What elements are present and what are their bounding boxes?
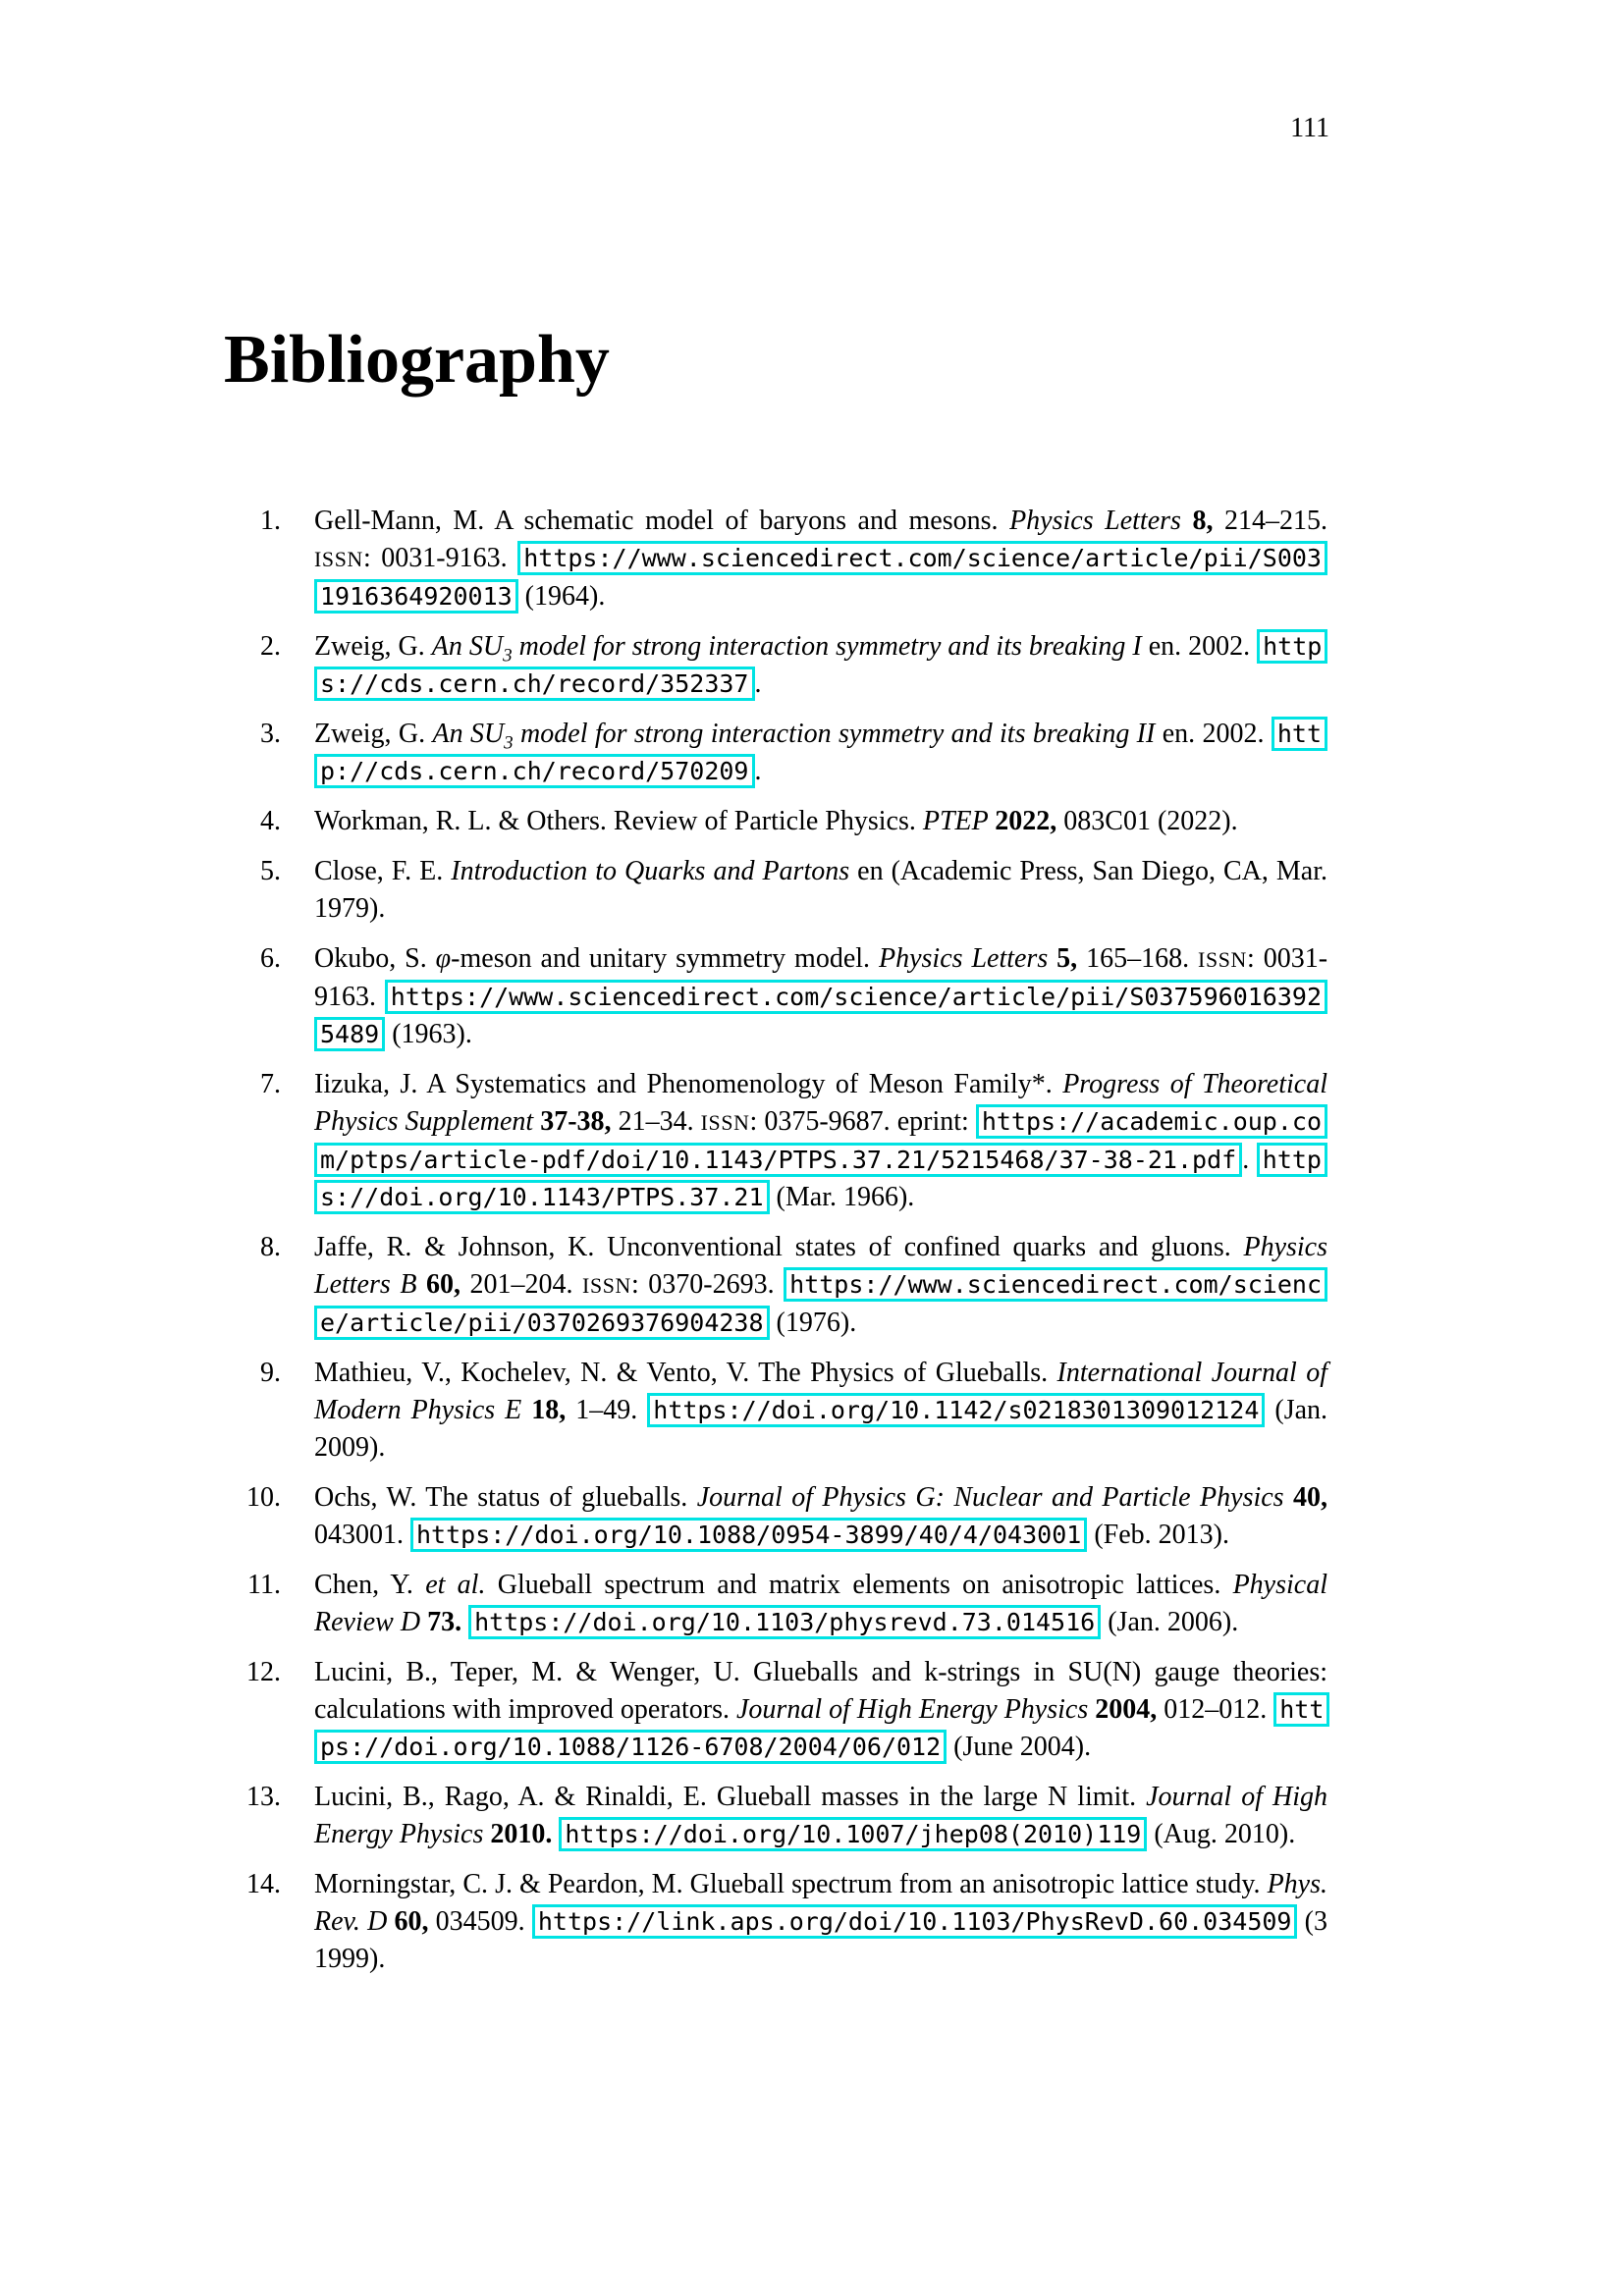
reference-segment: 012–012. [1164, 1694, 1274, 1725]
reference-segment: Zweig, G. [314, 631, 432, 662]
reference-segment: Journal of High Energy Physics [736, 1694, 1096, 1725]
reference-segment: 5, [1056, 943, 1087, 974]
reference-item [260, 628, 1327, 703]
reference-segment: PTEP [922, 806, 996, 836]
reference-segment: Jaffe, R. & Johnson, K. Unconventional states of confined quarks and gluons. [314, 1232, 1244, 1262]
reference-segment: en (Academic Press, San Diego, CA, Mar. 1979). [314, 856, 1328, 924]
reference-text [314, 1482, 1327, 1550]
chapter-title: Bibliography [224, 322, 610, 398]
reference-list [226, 503, 1327, 1991]
reference-segment: 73. [427, 1607, 469, 1637]
reference-segment: (Jan. 2006). [1101, 1607, 1239, 1637]
reference-segment: Workman, R. L. & Others. Review of Particle Physics. [314, 806, 923, 836]
reference-link[interactable]: https://doi.org/10.1088/0954-3899/40/4/043001 [410, 1518, 1087, 1552]
reference-segment: Zweig, G. [314, 719, 433, 749]
reference-number: 9. [260, 1358, 281, 1388]
reference-segment: φ [435, 943, 452, 974]
reference-text [314, 1358, 1327, 1463]
reference-item [260, 803, 1327, 840]
reference-segment: Lucini, B., Teper, M. & Wenger, U. Glueballs and k-strings in SU(N) gauge theories: calculations with improved operators. [314, 1657, 1327, 1725]
reference-segment: 8, [1192, 506, 1225, 536]
reference-segment: (1963). [385, 1019, 472, 1049]
reference-segment: . [754, 668, 762, 699]
reference-number: 13. [246, 1782, 281, 1812]
reference-segment: (3 1999). [314, 1906, 1327, 1974]
reference-segment: Mathieu, V., Kochelev, N. & Vento, V. The Physics of Glueballs. [314, 1358, 1057, 1388]
reference-segment: ISSN [314, 548, 363, 571]
reference-segment: ISSN [700, 1111, 750, 1135]
reference-segment: Introduction to Quarks and Partons [451, 856, 858, 886]
reference-segment: 214–215. [1224, 506, 1328, 536]
reference-segment: Gell-Mann, M. A schematic model of baryons and mesons. [314, 506, 1010, 536]
reference-item [247, 1567, 1327, 1641]
reference-number: 3. [260, 719, 281, 749]
reference-number: 7. [260, 1069, 281, 1099]
reference-segment: 201–204. [469, 1269, 583, 1300]
reference-segment: (Jan. 2009). [314, 1395, 1328, 1463]
reference-segment: (1964). [517, 581, 606, 612]
reference-segment: model for strong interaction symmetry and its breaking I [512, 631, 1149, 662]
reference-link[interactable]: https://doi.org/10.1142/s0218301309012124 [647, 1393, 1265, 1427]
reference-item [260, 503, 1328, 615]
reference-segment: (June 2004). [947, 1732, 1092, 1762]
reference-segment: : 0031-9163. [362, 543, 518, 573]
reference-segment: Glueball spectrum and matrix elements on anisotropic lattices. [497, 1570, 1233, 1600]
reference-segment: . [754, 756, 762, 786]
reference-segment: (Feb. 2013). [1087, 1520, 1229, 1550]
reference-segment: Phys. Rev. D [314, 1869, 1327, 1937]
reference-segment: (Mar. 1966). [769, 1182, 915, 1212]
reference-text [314, 1657, 1329, 1762]
reference-segment: 1–49. [575, 1395, 648, 1425]
reference-segment: 18, [531, 1395, 576, 1425]
reference-number: 8. [260, 1232, 281, 1262]
reference-segment: Physics Letters [878, 943, 1057, 974]
reference-number: 5. [260, 856, 281, 886]
reference-number: 1. [260, 506, 281, 536]
reference-text [314, 1869, 1327, 1974]
reference-text [314, 856, 1327, 924]
reference-number: 10. [246, 1482, 281, 1513]
reference-item [246, 1479, 1327, 1554]
reference-segment: ISSN [582, 1274, 631, 1298]
reference-segment: (Aug. 2010). [1147, 1819, 1296, 1849]
reference-segment: 60, [425, 1269, 470, 1300]
reference-segment: Journal of Physics G: Nuclear and Particle Physics [696, 1482, 1293, 1513]
reference-link[interactable]: https://doi.org/10.1007/jhep08(2010)119 [559, 1817, 1147, 1851]
reference-segment: Physical Review D [314, 1570, 1327, 1637]
reference-segment: : 0375-9687. eprint: [749, 1106, 976, 1137]
reference-link[interactable]: https://doi.org/10.1103/physrevd.73.014516 [468, 1605, 1101, 1639]
reference-segment: Okubo, S. [314, 943, 436, 974]
reference-segment: en. 2002. [1148, 631, 1258, 662]
reference-segment: 2010. [490, 1819, 560, 1849]
reference-segment: model for strong interaction symmetry and its breaking II [513, 719, 1163, 749]
reference-segment: 2022, [995, 806, 1064, 836]
reference-segment: : 0370-2693. [630, 1269, 785, 1300]
reference-segment: Physics Letters B [314, 1232, 1327, 1300]
reference-item [246, 1654, 1327, 1766]
reference-number: 2. [260, 631, 281, 662]
reference-segment: Lucini, B., Rago, A. & Rinaldi, E. Glueball masses in the large N limit. [314, 1782, 1147, 1812]
page-number: 111 [1290, 113, 1329, 143]
reference-number: 11. [247, 1570, 281, 1600]
reference-number: 12. [246, 1657, 281, 1687]
reference-item [260, 716, 1327, 790]
reference-segment: 2004, [1095, 1694, 1164, 1725]
reference-item [260, 1355, 1328, 1467]
reference-link[interactable]: https://www.sciencedirect.com/science/article/pii/S0375960163925489 [314, 980, 1327, 1051]
reference-segment: International Journal of Modern Physics E [314, 1358, 1327, 1425]
reference-segment: 60, [394, 1906, 436, 1937]
reference-text [314, 631, 1327, 699]
reference-segment: 3 [504, 732, 514, 754]
reference-link[interactable]: https://academic.oup.com/ptps/article-pdf/doi/10.1143/PTPS.37.21/5215468/37-38-21.pdf [314, 1104, 1327, 1177]
reference-link[interactable]: https://doi.org/10.1143/PTPS.37.21 [314, 1143, 1327, 1214]
reference-text [314, 719, 1327, 786]
reference-segment: 165–168. [1086, 943, 1199, 974]
reference-item [260, 1229, 1327, 1342]
reference-text [314, 1232, 1327, 1338]
reference-text [314, 1570, 1327, 1637]
reference-text [314, 1069, 1327, 1212]
reference-number: 4. [260, 806, 281, 836]
reference-number: 14. [246, 1869, 281, 1899]
reference-segment: Chen, Y. [314, 1570, 426, 1600]
reference-segment: : 0031-9163. [314, 943, 1328, 1012]
reference-link[interactable]: https://www.sciencedirect.com/science/article/pii/S0031916364920013 [314, 541, 1327, 614]
reference-segment: ISSN [1198, 948, 1247, 972]
reference-text [314, 943, 1327, 1049]
reference-link[interactable]: https://www.sciencedirect.com/science/article/pii/0370269376904238 [314, 1267, 1327, 1340]
reference-item [260, 940, 1328, 1053]
reference-segment: en. 2002. [1162, 719, 1272, 749]
reference-segment: . [1242, 1145, 1257, 1175]
reference-segment: Close, F. E. [314, 856, 452, 886]
reference-segment: An SU [431, 631, 504, 662]
reference-segment: Journal of High Energy Physics [314, 1782, 1327, 1849]
reference-item [260, 1066, 1327, 1216]
reference-item [246, 1779, 1327, 1853]
reference-link[interactable]: https://cds.cern.ch/record/352337 [314, 629, 1327, 701]
reference-segment: 40, [1293, 1482, 1327, 1513]
reference-segment: 21–34. [618, 1106, 701, 1137]
reference-text [314, 506, 1327, 612]
reference-segment: 37-38, [540, 1106, 619, 1137]
reference-segment: Morningstar, C. J. & Peardon, M. Glueball spectrum from an anisotropic lattice study. [314, 1869, 1268, 1899]
reference-segment: Iizuka, J. A Systematics and Phenomenology of Meson Family*. [314, 1069, 1063, 1099]
reference-segment: -meson and unitary symmetry model. [451, 943, 879, 974]
reference-text [314, 1782, 1327, 1849]
reference-segment: et al. [425, 1570, 498, 1600]
reference-segment: An SU [432, 719, 505, 749]
reference-segment: 034509. [435, 1906, 532, 1937]
reference-segment: Ochs, W. The status of glueballs. [314, 1482, 697, 1513]
reference-number: 6. [260, 943, 281, 974]
reference-text [314, 806, 1238, 836]
reference-segment: Progress of Theoretical Physics Supplement [314, 1069, 1327, 1137]
reference-link[interactable]: http://cds.cern.ch/record/570209 [314, 717, 1327, 788]
reference-item [260, 853, 1328, 928]
reference-link[interactable]: https://doi.org/10.1088/1126-6708/2004/06/012 [314, 1692, 1329, 1764]
reference-segment: 3 [503, 645, 513, 667]
reference-item [246, 1866, 1327, 1978]
reference-segment: 083C01 (2022). [1063, 806, 1238, 836]
reference-link[interactable]: https://link.aps.org/doi/10.1103/PhysRevD.60.034509 [532, 1904, 1298, 1939]
reference-segment: 043001. [314, 1520, 410, 1550]
reference-segment: Physics Letters [1009, 506, 1193, 536]
reference-segment: (1976). [769, 1308, 857, 1338]
